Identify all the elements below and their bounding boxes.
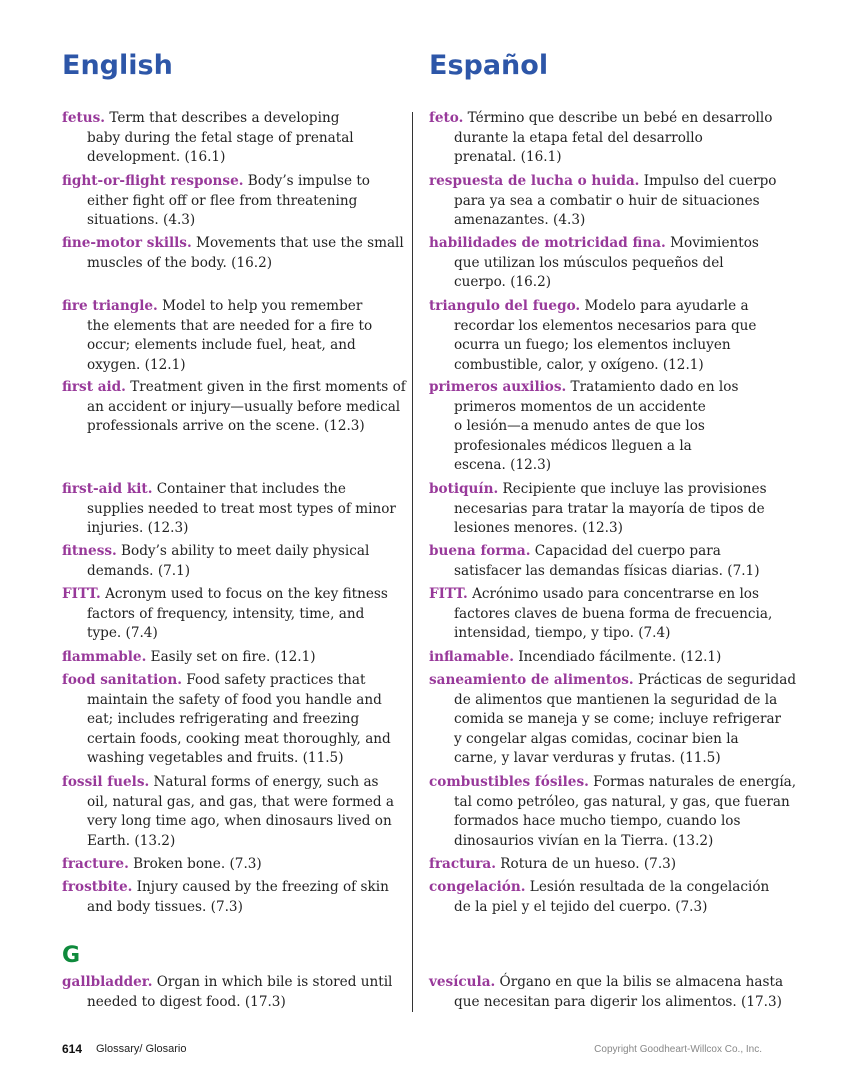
entry-line <box>429 129 779 149</box>
entry-line <box>62 812 412 832</box>
entry-line <box>62 730 412 750</box>
english-heading: English <box>62 50 173 81</box>
entry-line <box>429 480 779 500</box>
spanish-heading: Español <box>429 50 549 81</box>
entry-term: combustibles fósiles. <box>429 774 589 790</box>
entry-line <box>62 878 412 898</box>
entry-definition-text: supplies needed to treat most types of minor <box>87 500 396 517</box>
entry-term: gallbladder. <box>62 974 153 990</box>
glossary-entry <box>62 585 412 644</box>
entry-line <box>62 211 412 231</box>
entry-line <box>429 812 779 832</box>
entry-definition-text: very long time ago, when dinosaurs lived on <box>87 813 392 830</box>
entry-line <box>429 297 779 317</box>
entry-term: saneamiento de alimentos. <box>429 672 634 688</box>
entry-line <box>62 500 412 520</box>
entry-line <box>62 129 412 149</box>
entry-definition-text: o lesión—a menudo antes de que los <box>454 418 705 435</box>
entry-term: FITT. <box>62 586 101 602</box>
entry-definition-text: y congelar algas comidas, cocinar bien la <box>454 730 739 747</box>
entry-line <box>429 832 779 852</box>
entry-line <box>429 542 779 562</box>
entry-definition-text: Lesión resultada de la congelación <box>525 879 770 895</box>
entry-line <box>62 624 412 644</box>
entry-definition-text: and body tissues. (7.3) <box>87 898 243 915</box>
entry-definition-text: Rotura de un hueso. (7.3) <box>495 856 677 872</box>
entry-line <box>429 855 779 875</box>
glossary-entry <box>62 378 412 437</box>
glossary-entry <box>429 773 797 851</box>
entry-line <box>429 437 779 457</box>
entry-line <box>62 398 412 418</box>
entry-definition-text: de alimentos que mantienen la seguridad de la <box>454 691 778 708</box>
entry-term: fetus. <box>62 110 106 126</box>
entry-definition-text: primeros momentos de un accidente <box>454 398 706 415</box>
entry-term: frostbite. <box>62 879 133 895</box>
glossary-entry <box>429 109 779 168</box>
entry-line <box>429 973 784 993</box>
entry-definition-text: Container that includes the <box>152 481 346 497</box>
entry-definition-text: development. (16.1) <box>87 149 226 166</box>
entry-definition-text: satisfacer las demandas físicas diarias. (7.1) <box>454 562 760 579</box>
entry-line <box>429 192 779 212</box>
glossary-entry <box>429 671 797 769</box>
entry-line <box>62 898 412 918</box>
entry-definition-text: intensidad, tiempo, y tipo. (7.4) <box>454 625 671 642</box>
entry-definition-text: Food safety practices that <box>181 672 366 688</box>
entry-definition-text: que necesitan para digerir los alimentos. (17.3) <box>454 993 782 1010</box>
entry-term: fossil fuels. <box>62 774 150 790</box>
entry-line <box>62 297 412 317</box>
entry-definition-text: certain foods, cooking meat thoroughly, and <box>87 730 391 747</box>
entry-line <box>62 234 412 254</box>
entry-definition-text: tal como petróleo, gas natural, y gas, que fueran <box>454 793 790 810</box>
entry-line <box>62 585 412 605</box>
entry-definition-text: Easily set on fire. (12.1) <box>146 649 316 665</box>
entry-line <box>429 172 779 192</box>
entry-line <box>62 832 412 852</box>
entry-line <box>62 710 412 730</box>
entry-line <box>62 148 412 168</box>
entry-line <box>429 878 779 898</box>
entry-line <box>62 417 412 437</box>
glossary-entry <box>429 585 779 644</box>
entry-definition-text: Movements that use the small <box>191 235 404 251</box>
entry-line <box>62 648 412 668</box>
entry-line <box>62 519 412 539</box>
glossary-entry <box>62 297 412 375</box>
entry-line <box>62 749 412 769</box>
glossary-entry <box>429 973 784 1012</box>
entry-definition-text: oil, natural gas, and gas, that were formed a <box>87 793 395 810</box>
entry-definition-text: type. (7.4) <box>87 625 158 642</box>
entry-definition-text: oxygen. (12.1) <box>87 356 186 373</box>
entry-line <box>429 456 779 476</box>
entry-line <box>429 605 779 625</box>
entry-definition-text: amenazantes. (4.3) <box>454 212 586 229</box>
entry-definition-text: Model to help you remember <box>157 298 363 314</box>
entry-definition-text: Body’s ability to meet daily physical <box>116 543 370 559</box>
entry-line <box>429 749 779 769</box>
entry-definition-text: ocurra un fuego; los elementos incluyen <box>454 337 731 354</box>
entry-definition-text: lesiones menores. (12.3) <box>454 520 623 537</box>
entry-line <box>429 562 779 582</box>
entry-definition-text: profesionales médicos lleguen a la <box>454 437 692 454</box>
entry-term: FITT. <box>429 586 468 602</box>
entry-line <box>62 254 412 274</box>
entry-line <box>429 273 779 293</box>
entry-line <box>429 417 779 437</box>
entry-definition-text: maintain the safety of food you handle and <box>87 691 382 708</box>
entry-term: vesícula. <box>429 974 496 990</box>
entry-line <box>429 671 797 691</box>
entry-definition-text: situations. (4.3) <box>87 212 196 229</box>
entry-definition-text: either fight off or flee from threatening <box>87 192 358 209</box>
entry-definition-text: demands. (7.1) <box>87 562 191 579</box>
entry-line <box>62 172 412 192</box>
entry-line <box>429 624 779 644</box>
glossary-entry <box>429 855 779 875</box>
entry-definition-text: formados hace mucho tiempo, cuando los <box>454 813 741 830</box>
entry-definition-text: needed to digest food. (17.3) <box>87 993 286 1010</box>
entry-term: flammable. <box>62 649 147 665</box>
entry-definition-text: necesarias para tratar la mayoría de tipos de <box>454 500 765 517</box>
entry-definition-text: Incendiado fácilmente. (12.1) <box>513 649 722 665</box>
entry-definition-text: injuries. (12.3) <box>87 520 189 537</box>
glossary-entry <box>429 172 779 231</box>
entry-term: respuesta de lucha o huida. <box>429 173 640 189</box>
entry-line <box>62 671 412 691</box>
entry-definition-text: para ya sea a combatir o huir de situaciones <box>454 192 760 209</box>
entry-line <box>429 993 782 1013</box>
entry-definition-text: muscles of the body. (16.2) <box>87 254 273 271</box>
entry-line <box>429 398 779 418</box>
glossary-entry <box>62 671 412 769</box>
glossary-entry <box>429 234 779 293</box>
entry-line <box>62 973 412 993</box>
entry-term: fire triangle. <box>62 298 158 314</box>
entry-line <box>429 898 779 918</box>
entry-term: botiquín. <box>429 481 499 497</box>
entry-definition-text: Recipiente que incluye las provisiones <box>498 481 767 497</box>
entry-term: first aid. <box>62 379 126 395</box>
entry-definition-text: factors of frequency, intensity, time, and <box>87 605 365 622</box>
entry-definition-text: Body’s impulse to <box>243 173 370 189</box>
glossary-entry <box>429 378 779 476</box>
entry-definition-text: Prácticas de seguridad <box>633 672 797 688</box>
glossary-entry <box>62 773 412 851</box>
entry-definition-text: que utilizan los músculos pequeños del <box>454 254 724 271</box>
entry-definition-text: eat; includes refrigerating and freezing <box>87 711 360 728</box>
entry-definition-text: de la piel y el tejido del cuerpo. (7.3) <box>454 898 708 915</box>
glossary-entry <box>429 542 779 581</box>
entry-definition-text: Modelo para ayudarle a <box>580 298 749 314</box>
entry-definition-text: occur; elements include fuel, heat, and <box>87 337 356 354</box>
glossary-entry <box>62 973 412 1012</box>
entry-line <box>429 519 779 539</box>
footer-section-label: Glossary/ Glosario <box>96 1043 187 1055</box>
entry-line <box>62 109 412 129</box>
entry-line <box>429 356 779 376</box>
entry-definition-text: Injury caused by the freezing of skin <box>132 879 389 895</box>
entry-definition-text: Término que describe un bebé en desarrollo <box>463 110 773 126</box>
entry-definition-text: Tratamiento dado en los <box>566 379 739 395</box>
glossary-entry <box>62 878 412 917</box>
glossary-entry <box>62 234 412 273</box>
page-number: 614 <box>62 1042 83 1056</box>
entry-definition-text: factores claves de buena forma de frecuencia, <box>454 605 773 622</box>
entry-definition-text: Earth. (13.2) <box>87 832 176 849</box>
entry-line <box>62 793 412 813</box>
entry-definition-text: Movimientos <box>665 235 759 251</box>
entry-line <box>62 542 412 562</box>
column-divider <box>412 112 413 1012</box>
entry-definition-text: carne, y lavar verduras y frutas. (11.5) <box>454 750 721 767</box>
entry-line <box>62 855 412 875</box>
entry-line <box>429 254 779 274</box>
entry-line <box>62 480 412 500</box>
entry-definition-text: Natural forms of energy, such as <box>149 774 379 790</box>
entry-line <box>429 691 779 711</box>
entry-line <box>429 234 779 254</box>
entry-definition-text: combustible, calor, y oxígeno. (12.1) <box>454 356 704 373</box>
glossary-entry <box>62 172 412 231</box>
entry-definition-text: Acrónimo usado para concentrarse en los <box>467 586 759 602</box>
entry-definition-text: cuerpo. (16.2) <box>454 274 552 291</box>
entry-definition-text: escena. (12.3) <box>454 457 552 474</box>
entry-line <box>429 378 779 398</box>
entry-definition-text: washing vegetables and fruits. (11.5) <box>87 750 344 767</box>
entry-line <box>62 993 412 1013</box>
glossary-entry <box>62 480 412 539</box>
entry-line <box>429 648 779 668</box>
entry-line <box>429 585 779 605</box>
entry-line <box>429 148 779 168</box>
entry-line <box>62 378 412 398</box>
entry-term: food sanitation. <box>62 672 182 688</box>
entry-definition-text: the elements that are needed for a fire to <box>87 317 373 334</box>
entry-term: congelación. <box>429 879 526 895</box>
entry-line <box>429 710 782 730</box>
entry-line <box>62 773 412 793</box>
entry-line <box>429 109 779 129</box>
entry-line <box>62 562 412 582</box>
entry-definition-text: Treatment given in the first moments of <box>125 379 406 395</box>
entry-line <box>62 317 412 337</box>
entry-definition-text: recordar los elementos necesarios para que <box>454 317 757 334</box>
section-letter-g: G <box>62 943 81 968</box>
entry-line <box>62 605 412 625</box>
entry-definition-text: Impulso del cuerpo <box>639 173 777 189</box>
entry-term: fight-or-flight response. <box>62 173 244 189</box>
entry-term: fractura. <box>429 856 496 872</box>
entry-term: fracture. <box>62 856 129 872</box>
entry-definition-text: durante la etapa fetal del desarrollo <box>454 129 703 146</box>
entry-line <box>62 192 412 212</box>
entry-line <box>62 336 412 356</box>
entry-term: buena forma. <box>429 543 531 559</box>
entry-term: triangulo del fuego. <box>429 298 581 314</box>
entry-term: habilidades de motricidad fina. <box>429 235 666 251</box>
entry-definition-text: an accident or injury—usually before medical <box>87 398 401 415</box>
glossary-entry <box>62 648 412 668</box>
entry-line <box>429 211 779 231</box>
entry-term: fine-motor skills. <box>62 235 192 251</box>
entry-definition-text: Organ in which bile is stored until <box>152 974 393 990</box>
entry-definition-text: Acronym used to focus on the key fitness <box>100 586 388 602</box>
entry-line <box>62 356 412 376</box>
entry-line <box>429 336 779 356</box>
glossary-entry <box>429 297 779 375</box>
entry-term: inflamable. <box>429 649 514 665</box>
entry-term: feto. <box>429 110 464 126</box>
glossary-entry <box>429 648 779 668</box>
entry-definition-text: prenatal. (16.1) <box>454 149 562 166</box>
entry-term: fitness. <box>62 543 117 559</box>
entry-line <box>429 773 797 793</box>
entry-line <box>429 793 790 813</box>
entry-definition-text: Órgano en que la bilis se almacena hasta <box>495 974 784 990</box>
copyright-notice: Copyright Goodheart-Willcox Co., Inc. <box>594 1044 762 1055</box>
entry-definition-text: Broken bone. (7.3) <box>128 856 262 872</box>
glossary-entry <box>62 109 412 168</box>
entry-line <box>62 691 412 711</box>
entry-line <box>429 317 779 337</box>
glossary-entry <box>62 855 412 875</box>
glossary-entry <box>429 480 779 539</box>
entry-definition-text: Term that describes a developing <box>105 110 340 126</box>
entry-definition-text: dinosaurios vivían en la Tierra. (13.2) <box>454 832 714 849</box>
glossary-entry <box>62 542 412 581</box>
entry-definition-text: Capacidad del cuerpo para <box>530 543 721 559</box>
entry-definition-text: professionals arrive on the scene. (12.3) <box>87 418 365 435</box>
entry-line <box>429 730 779 750</box>
entry-term: primeros auxilios. <box>429 379 567 395</box>
entry-definition-text: Formas naturales de energía, <box>588 774 797 790</box>
entry-line <box>429 500 779 520</box>
entry-term: first-aid kit. <box>62 481 153 497</box>
entry-definition-text: baby during the fetal stage of prenatal <box>87 129 354 146</box>
entry-definition-text: comida se maneja y se come; incluye refrigerar <box>454 711 782 728</box>
glossary-entry <box>429 878 779 917</box>
